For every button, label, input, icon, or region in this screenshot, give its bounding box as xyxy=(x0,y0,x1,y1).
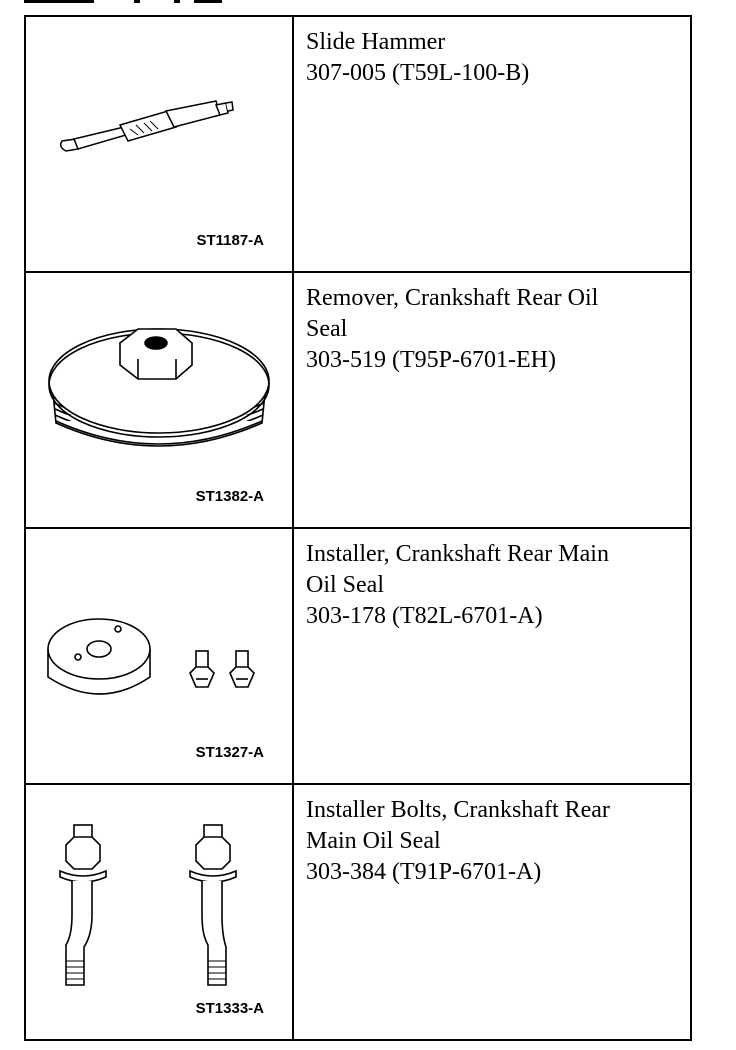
table-row xyxy=(25,272,691,528)
tool-number: 303-384 (T91P-6701-A) xyxy=(306,859,542,885)
tool-description-cell xyxy=(293,16,691,272)
illustration-code: ST1333-A xyxy=(195,1000,264,1017)
tool-description-cell xyxy=(293,528,691,784)
tool-number: 303-519 (T95P-6701-EH) xyxy=(306,347,556,373)
cut-off-heading xyxy=(24,0,224,6)
table-row xyxy=(25,16,691,272)
tool-illustration-cell xyxy=(25,272,293,528)
tool-illustration-cell xyxy=(25,528,293,784)
tool-description-cell xyxy=(293,784,691,1040)
illustration-code: ST1327-A xyxy=(195,744,264,761)
tool-number: 307-005 (T59L-100-B) xyxy=(306,60,530,86)
tool-name: Slide Hammer xyxy=(306,29,446,55)
table-row xyxy=(25,528,691,784)
tool-name-line: Seal xyxy=(306,316,348,342)
illustration-code: ST1187-A xyxy=(196,232,264,249)
tool-number: 303-178 (T82L-6701-A) xyxy=(306,603,543,629)
tool-illustration-cell xyxy=(25,784,293,1040)
tool-name-line: Oil Seal xyxy=(306,572,384,598)
tool-name-line: Installer, Crankshaft Rear Main xyxy=(306,541,609,567)
table-row xyxy=(25,784,691,1040)
tool-name-line: Main Oil Seal xyxy=(306,828,441,854)
tool-name-line: Installer Bolts, Crankshaft Rear xyxy=(306,797,610,823)
special-tools-table xyxy=(24,15,692,1041)
tool-description-cell xyxy=(293,272,691,528)
tool-illustration-cell xyxy=(25,16,293,272)
illustration-code: ST1382-A xyxy=(195,488,264,505)
tool-name-line: Remover, Crankshaft Rear Oil xyxy=(306,285,599,311)
